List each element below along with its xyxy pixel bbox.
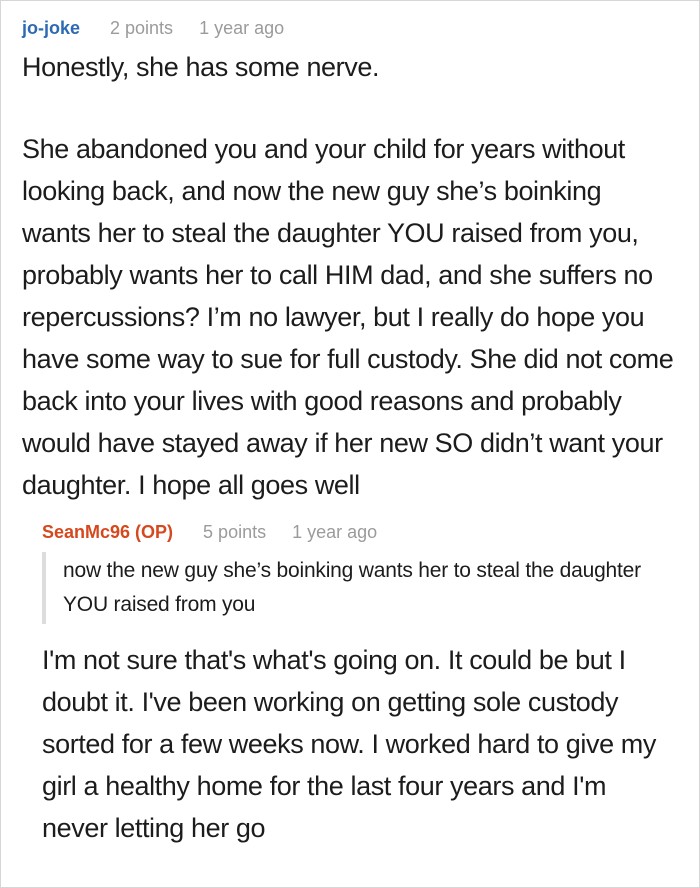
reply-comment-header	[42, 520, 675, 545]
reply-username-link[interactable]: SeanMc96 (OP)	[42, 522, 174, 542]
reply-comment-paragraph: I'm not sure that's what's going on. It could be but I doubt it. I've been working on getting sole custody sorted for a few weeks now. I worked hard to give my girl a healthy home for the last four years and I'm never letting her go	[42, 645, 656, 843]
reply-comment	[42, 520, 675, 849]
parent-comment-header	[22, 16, 675, 41]
parent-comment-paragraph: She abandoned you and your child for years without looking back, and now the new guy she’s boinking wants her to steal the daughter YOU raised from you, probably wants her to call HIM dad, and she suffers no repercussions? I’m no lawyer, but I really do hope you have some way to sue for full custody. She did not come back into your lives with good reasons and probably would have stayed away if her new SO didn’t want your daughter. I hope all goes well	[22, 134, 674, 500]
parent-comment	[22, 16, 675, 849]
quoted-text-block: now the new guy she’s boinking wants her to steal the daughter YOU raised from you	[42, 552, 675, 624]
reply-timestamp: 1 year ago	[292, 522, 378, 542]
parent-timestamp: 1 year ago	[199, 18, 285, 38]
parent-username-link[interactable]: jo-joke	[22, 18, 81, 38]
parent-comment-paragraph: Honestly, she has some nerve.	[22, 52, 380, 82]
reply-points-label: 5 points	[203, 522, 267, 542]
parent-points-label: 2 points	[110, 18, 174, 38]
